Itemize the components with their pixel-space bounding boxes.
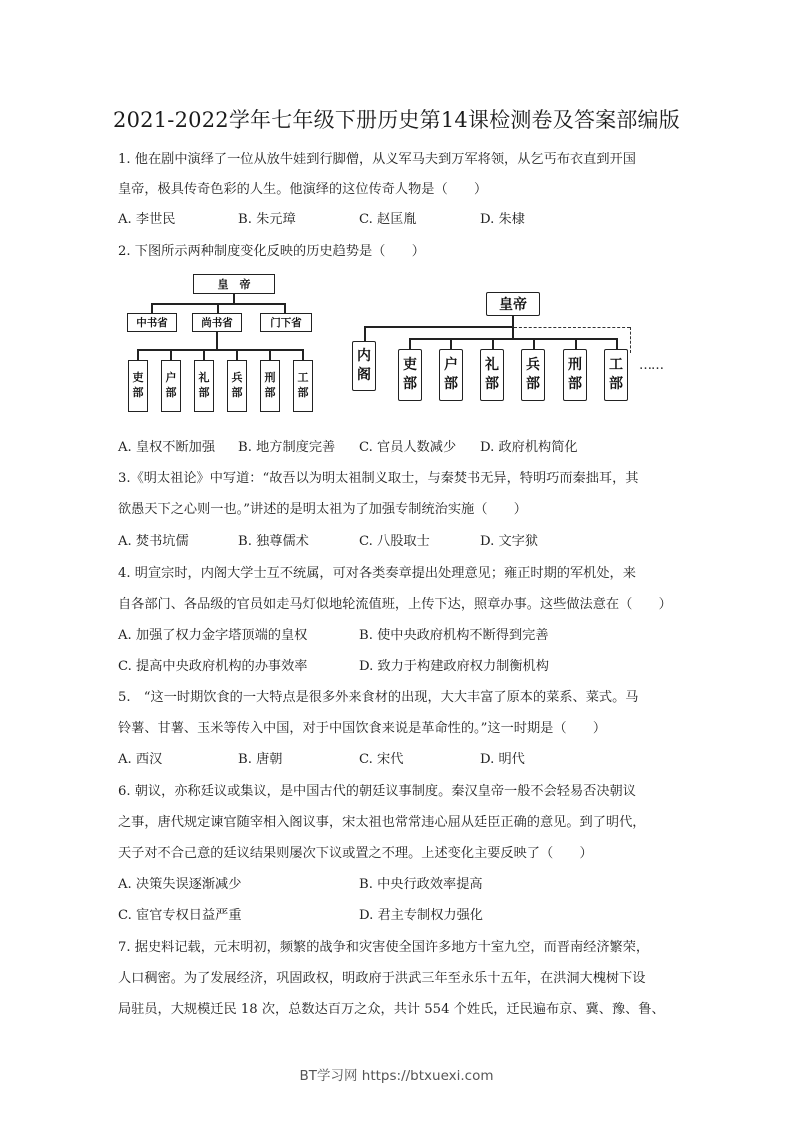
q1-option-a: A. 李世民 [118, 212, 176, 227]
question-4-line-2: 自各部门、各品级的官员如走马灯似地轮流值班，上传下达，照章办事。这些做法意在（ ） [118, 597, 672, 612]
ming-li-bu-rites-box: 礼 部 [480, 349, 504, 401]
q2-option-a: A. 皇权不断加强 [118, 440, 216, 455]
q3-option-a: A. 焚书坑儒 [118, 534, 189, 549]
q5-option-c: C. 宋代 [359, 752, 404, 767]
question-7-line-3: 局驻员，大规模迁民 18 次，总数达百万之众，共计 554 个姓氏，迁民遍布京、冀、豫、鲁、 [118, 1002, 665, 1017]
ming-bing-bu-war-box: 兵 部 [521, 349, 545, 401]
q2-option-c: C. 官员人数减少 [359, 440, 457, 455]
emperor-box: 皇 帝 [193, 274, 275, 294]
menxia-sheng-box: 门下省 [260, 313, 312, 332]
question-1-line-2: 皇帝，极具传奇色彩的人生。他演绎的这位传奇人物是（ ） [118, 182, 488, 197]
hu-bu-revenue-box: 户 部 [161, 360, 181, 412]
q3-option-d: D. 文字狱 [480, 534, 539, 549]
question-4-line-1: 4. 明宣宗时，内阁大学士互不统属，可对各类奏章提出处理意见；雍正时期的军机处，来 [118, 566, 636, 581]
q1-option-d: D. 朱棣 [480, 212, 525, 227]
q1-option-c: C. 赵匡胤 [359, 212, 417, 227]
ellipsis-more: …… [639, 358, 663, 373]
q4-option-a: A. 加强了权力金字塔顶端的皇权 [118, 628, 308, 643]
q6-option-b: B. 中央行政效率提高 [359, 877, 483, 892]
q3-option-b: B. 独尊儒术 [238, 534, 309, 549]
ming-xing-bu-justice-box: 刑 部 [563, 349, 587, 401]
question-5-line-1: 5. “这一时期饮食的一大特点是很多外来食材的出现，大大丰富了原本的菜系、菜式。马 [118, 690, 639, 705]
gong-bu-works-box: 工 部 [293, 360, 313, 412]
question-5-line-2: 铃薯、甘薯、玉米等传入中国，对于中国饮食来说是革命性的。”这一时期是（ ） [118, 721, 607, 736]
q2-option-d: D. 政府机构简化 [480, 440, 578, 455]
ming-hu-bu-revenue-box: 户 部 [439, 349, 463, 401]
ming-li-bu-personnel-box: 吏 部 [398, 349, 422, 401]
question-1-line-1: 1. 他在剧中演绎了一位从放牛娃到行脚僧，从义军马夫到万军将领，从乞丐布衣直到开国 [118, 152, 636, 167]
question-2-line-1: 2. 下图所示两种制度变化反映的历史趋势是（ ） [118, 244, 425, 259]
q6-option-a: A. 决策失误逐渐减少 [118, 877, 242, 892]
question-7-line-1: 7. 据史料记载，元末明初，频繁的战争和灾害使全国许多地方十室九空，而晋南经济繁荣， [118, 940, 650, 955]
page-title: 2021-2022学年七年级下册历史第14课检测卷及答案部编版 [113, 108, 680, 132]
li-bu-rites-box: 礼 部 [194, 360, 214, 412]
nei-ge-cabinet-box: 内 阁 [352, 341, 376, 391]
q2-option-b: B. 地方制度完善 [238, 440, 336, 455]
question-7-line-2: 人口稠密。为了发展经济，巩固政权，明政府于洪武三年至永乐十五年，在洪洞大槐树下设 [118, 971, 646, 986]
q4-option-d: D. 致力于构建政府权力制衡机构 [359, 659, 549, 674]
q5-option-a: A. 西汉 [118, 752, 163, 767]
q3-option-c: C. 八股取士 [359, 534, 430, 549]
footer-watermark: BT学习网 https://btxuexi.com [299, 1068, 494, 1084]
question-6-line-2: 之事，唐代规定谏官随宰相入阁议事，宋太祖也常常违心屈从廷臣正确的意见。到了明代， [118, 815, 646, 830]
zhongshu-sheng-box: 中书省 [127, 313, 177, 332]
question-6-line-1: 6. 朝议，亦称廷议或集议，是中国古代的朝廷议事制度。秦汉皇帝一般不会轻易否决朝议 [118, 784, 636, 799]
ming-gong-bu-works-box: 工 部 [604, 349, 628, 401]
bing-bu-war-box: 兵 部 [227, 360, 247, 412]
question-6-line-3: 天子对不合己意的廷议结果则屡次下议或置之不理。上述变化主要反映了（ ） [118, 846, 593, 861]
li-bu-personnel-box: 吏 部 [128, 360, 148, 412]
q5-option-b: B. 唐朝 [238, 752, 283, 767]
q4-option-c: C. 提高中央政府机构的办事效率 [118, 659, 308, 674]
question-3-line-1: 3.《明太祖论》中写道：“故吾以为明太祖制义取士，与秦焚书无异，特明巧而秦拙耳，其 [118, 471, 639, 486]
question-3-line-2: 欲愚天下之心则一也。”讲述的是明太祖为了加强专制统治实施（ ） [118, 502, 527, 517]
emperor-box-ming: 皇帝 [486, 292, 540, 316]
q6-option-c: C. 宦官专权日益严重 [118, 908, 242, 923]
q6-option-d: D. 君主专制权力强化 [359, 908, 483, 923]
xing-bu-justice-box: 刑 部 [260, 360, 280, 412]
q1-option-b: B. 朱元璋 [238, 212, 296, 227]
q5-option-d: D. 明代 [480, 752, 525, 767]
shangshu-sheng-box: 尚书省 [192, 313, 242, 332]
q4-option-b: B. 使中央政府机构不断得到完善 [359, 628, 549, 643]
